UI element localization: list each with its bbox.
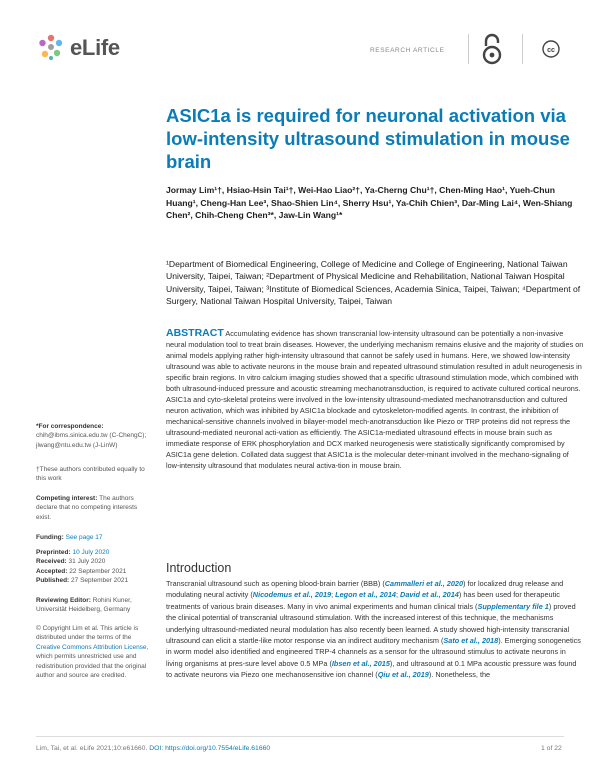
funding (36, 533, 154, 542)
svg-text:cc: cc (547, 47, 555, 54)
received-date: 31 July 2020 (68, 558, 106, 566)
footer-citation (36, 745, 270, 752)
accepted-label: Accepted: (36, 567, 68, 575)
correspondence-emails[interactable]: chih@ibms.sinica.edu.tw (C-ChengC); jlwang@ntu.edu.tw (J-LinW) (36, 432, 147, 449)
page-number: 1 of 22 (541, 745, 562, 752)
creative-commons-icon (542, 40, 560, 58)
citation-link[interactable]: Cammalleri et al., 2020 (384, 579, 464, 588)
published-label: Published: (36, 577, 70, 585)
published-row (36, 576, 154, 585)
article-type-label: RESEARCH ARTICLE (370, 47, 445, 54)
citation-link[interactable]: Nicodemus et al., 2019 (252, 590, 332, 600)
reviewing-label: Reviewing Editor: (36, 597, 91, 604)
copyright-text-2: which permits unrestricted use and redistribution provided that the original author and source are credited. (36, 653, 147, 680)
funding-label: Funding: (36, 534, 64, 541)
open-access-icon (480, 32, 504, 66)
elife-logo-mark-icon (36, 32, 66, 62)
competing-text: The authors declare that no competing interests exist. (36, 495, 138, 521)
intro-text: ) proved the clinical potential of transcranial ultrasound stimulation. With the increased interest of this technique, the mechanisms underlying ultrasound-mediated neural modulation has also recently been learned. A study showed high-intensity transcranial ultrasound can elicit a startle-like motor response via an indirect auditory mechanism ( (166, 601, 576, 646)
equal-contribution-note: †These authors contributed equally to this work (36, 466, 145, 483)
reviewing-value: Rohini Kuner, Universität Heidelberg, Germany (36, 597, 132, 614)
brand-name[interactable]: eLife (70, 35, 120, 60)
footer-divider (36, 736, 564, 737)
header-divider (468, 34, 469, 64)
dates (36, 548, 154, 586)
published-date: 27 September 2021 (71, 577, 129, 585)
license-link[interactable]: Creative Commons Attribution License, (36, 643, 149, 651)
intro-text: ) for localized drug release and modulating neural activity ( (166, 579, 564, 600)
intro-text: ). Nonetheless, the (428, 670, 491, 680)
citation-link[interactable]: Legon et al., 2014 (335, 590, 396, 600)
intro-text: ) has been used for therapeutic treatments of various brain diseases. Many in vivo animal experiments and human clinical trials ( (166, 590, 560, 611)
intro-text: ; (395, 590, 401, 600)
received-label: Received: (36, 558, 67, 566)
citation-link[interactable]: Sato et al., 2018 (443, 636, 499, 646)
received-row (36, 557, 154, 566)
correspondence-label: *For correspondence: (36, 423, 104, 430)
competing-interest (36, 494, 154, 522)
citation-link[interactable]: Supplementary file 1 (477, 601, 549, 611)
preprinted-link[interactable]: 10 July 2020 (72, 549, 110, 556)
article-title: ASIC1a is required for neuronal activation via low-intensity ultrasound stimulation in mouse brain (166, 105, 570, 172)
intro-text: Transcranial ultrasound such as opening blood-brain barrier (BBB) ( (166, 579, 385, 588)
doi-link[interactable]: DOI: https://doi.org/10.7554/eLife.61660 (149, 745, 271, 752)
copyright (36, 624, 154, 680)
reviewing-editor (36, 596, 154, 615)
preprinted-label: Preprinted: (36, 549, 71, 556)
footer-citation-text: Lim, Tai, et al. eLife 2021;10:e61660. (36, 745, 148, 752)
intro-heading: Introduction (166, 561, 232, 575)
abstract-text: Accumulating evidence has shown transcranial low-intensity ultrasound can be potentially a non-invasive neural modulation tool to treat brain diseases. However, the underlying mechanism remains elusive and the majority of studies on animal models applying rather high-intensity ultrasound that cannot be safely used in humans. Here, we showed low-intensity ultrasound was able to activate neurons in the mouse brain and repeated ultrasound stimulation resulted in adult neurogenesis in specific brain regions. In vitro calcium imaging studies showed that a specific ultrasound stimulation mode, which combined with both ultrasound-induced pressure and acoustic streaming mechanotransduction, is required to activate cultured cortical neurons. ASIC1a and cyto-skeletal proteins were involved in the low-intensity ultrasound-mediated mechanotransduction and cultured neuron activation, which was inhibited by ASIC1a blockade and cytoskeleton-modified agents. In contrast, the inhibition of mechanical-sensitive channels involved in bilayer-model mech-anotransduction like Piezo or TRP proteins did not repress the ultrasound-mediated neuronal acti-vation as efficiently. The ASIC1a-mediated ultrasound effects in mouse brain such as immediate response of ERK phosphorylation and DCX marked neurogenesis were statistically significantly compromised by ASIC1a gene deletion. Collated data suggest that ASIC1a is the molecular deter-minant involved in the mechano-signaling of low-intensity ultrasound that modulates neural activa-tion in mouse brain. (166, 329, 584, 470)
abstract-heading: ABSTRACT (166, 327, 224, 339)
intro-text: ). Emerging sonogenetics in worm model also identified and engineered TRP-4 channels as a sensor for the ultrasound stimulus to activate neurons in living organisms at pres-sure level above 0.5 MPa ( (166, 636, 581, 668)
intro-text: ), and ultrasound at 0.1 MPa acoustic pressure was found to activate neurons via Piezo one mechanosensitive ion channel ( (166, 658, 577, 680)
header-divider (522, 34, 523, 64)
citation-link[interactable]: David et al., 2014 (400, 590, 459, 600)
author-list: Jormay Lim¹†, Hsiao-Hsin Tai¹†, Wei-Hao Liao²†, Ya-Cherng Chu¹†, Chen-Ming Hao¹, Yueh-Chun Huang¹, Cheng-Han Lee³, Shao-Shien Lin⁴, Sherry Hsu¹, Ya-Chih Chien³, Dar-Ming Lai⁴, Wen-Shiang Chen², Chih-Cheng Chen³*, Jaw-Lin Wang¹* (166, 185, 573, 220)
funding-link[interactable]: See page 17 (65, 534, 103, 541)
accepted-date: 22 September 2021 (69, 567, 127, 575)
correspondence (36, 422, 154, 450)
copyright-text-1: © Copyright Lim et al. This article is distributed under the terms of the (36, 625, 139, 642)
citation-link[interactable]: Qiu et al., 2019 (377, 670, 429, 680)
intro-text: ; (331, 590, 336, 600)
accepted-row (36, 567, 154, 576)
competing-label: Competing interest: (36, 495, 98, 502)
preprinted-row (36, 548, 154, 557)
citation-link[interactable]: Ibsen et al., 2015 (331, 658, 390, 668)
intro-paragraph (166, 578, 584, 681)
abstract (166, 328, 584, 471)
affiliations: ¹Department of Biomedical Engineering, College of Medicine and College of Engineering, National Taiwan University, Taipei, Taiwan; ²Department of Physical Medicine and Rehabilitation, National Taiwan Hospital University, Taipei, Taiwan; ³Institute of Biomedical Sciences, Academia Sinica, Taipei, Taiwan; ⁴Department of Surgery, National Taiwan Hospital University, Taipei, Taiwan (166, 259, 581, 306)
